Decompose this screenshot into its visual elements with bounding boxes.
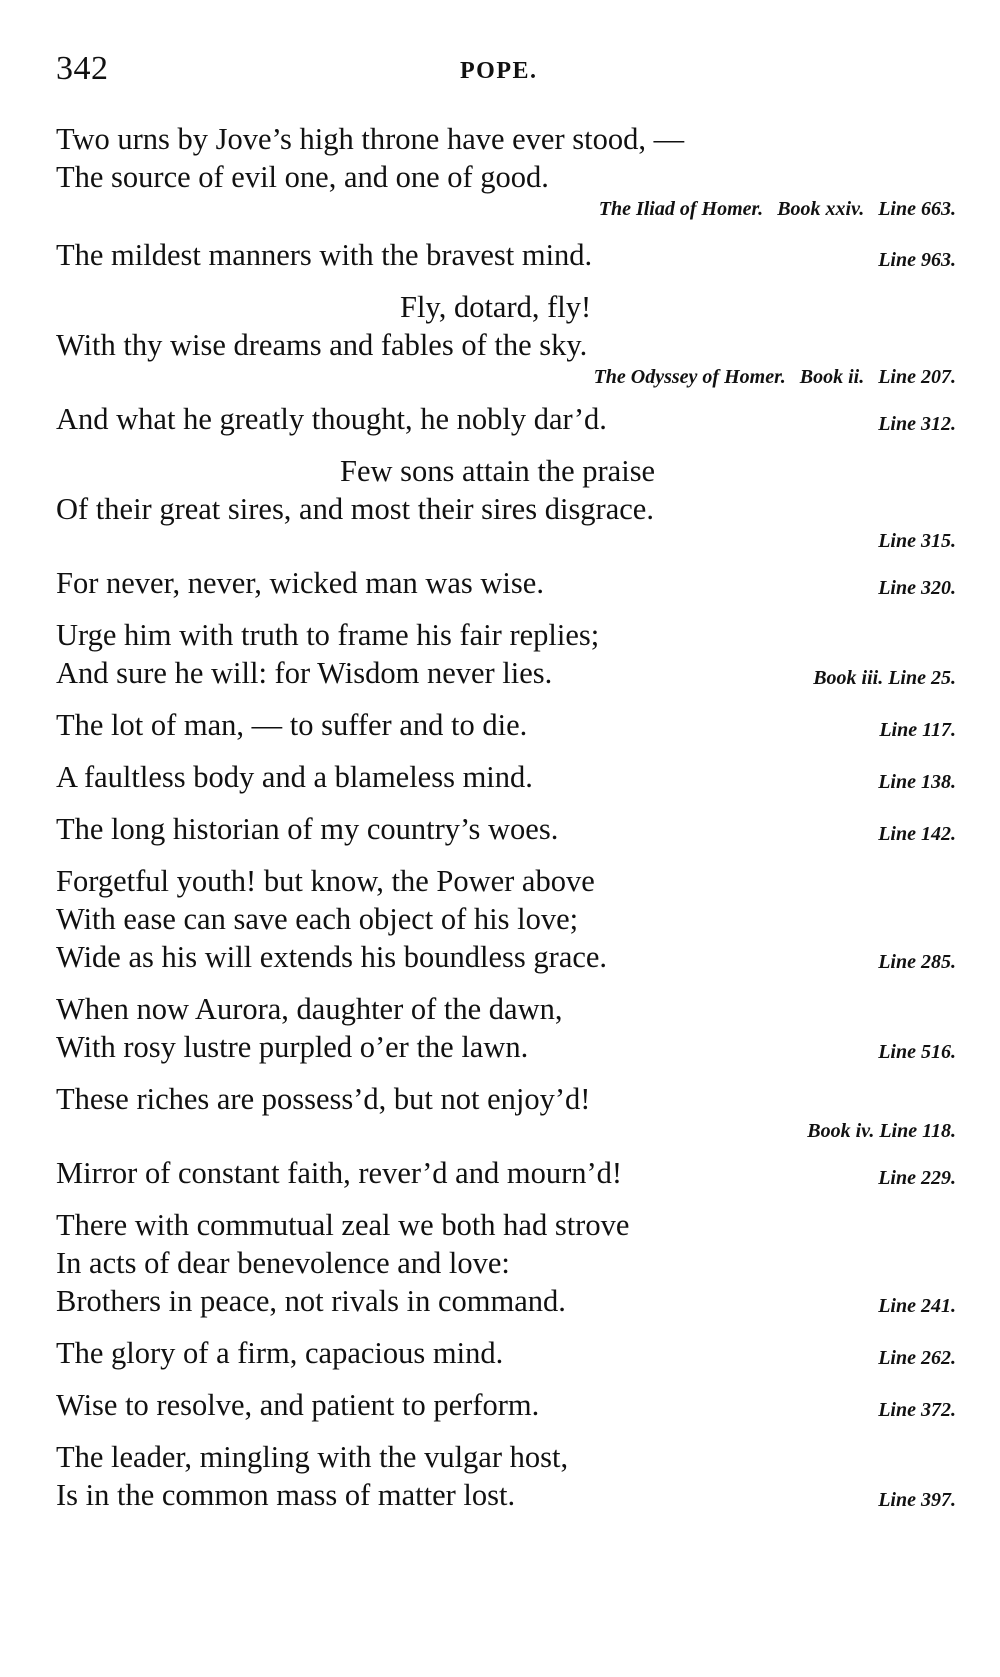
page-header (0, 50, 1000, 100)
quotation (56, 1438, 956, 1514)
quotation (56, 1206, 956, 1320)
quotation (56, 616, 956, 692)
citation-line: Line 285. (878, 951, 956, 973)
citation-line: Line 262. (878, 1347, 956, 1369)
quotation (56, 758, 956, 796)
citation-line: Line 963. (878, 249, 956, 271)
quotation (56, 120, 956, 222)
citation-line: Line 312. (878, 413, 956, 435)
citation-line: Line 118. (879, 1120, 956, 1142)
citation-source: The Iliad of Homer. (598, 198, 764, 220)
verse-line: And sure he will: for Wisdom never lies. (56, 656, 553, 690)
citation-line: Line 397. (878, 1489, 956, 1511)
verse-line: With rosy lustre purpled o’er the lawn. (56, 1030, 529, 1064)
page-number: 342 (56, 50, 109, 87)
quotation (56, 564, 956, 602)
citation-line: Line 229. (878, 1167, 956, 1189)
quotation (56, 990, 956, 1066)
verse-line: The mildest manners with the bravest mind. (56, 238, 593, 272)
citation-line: Line 117. (879, 719, 956, 741)
quotation (56, 810, 956, 848)
verse-line: Two urns by Jove’s high throne have ever stood, — (56, 122, 685, 156)
citation-book: Book xxiv. (777, 198, 865, 220)
citation-line: Line 207. (878, 366, 956, 388)
verse-line: Wise to resolve, and patient to perform. (56, 1388, 540, 1422)
verse-line: When now Aurora, daughter of the dawn, (56, 992, 563, 1026)
citation (56, 196, 956, 222)
quotation (56, 1154, 956, 1192)
citation-line: Line 663. (878, 198, 956, 220)
verse-line: With ease can save each object of his love; (56, 902, 579, 936)
verse-line: Is in the common mass of matter lost. (56, 1478, 516, 1512)
quotation (56, 862, 956, 976)
citation-line: Line 516. (878, 1041, 956, 1063)
verse-line: In acts of dear benevolence and love: (56, 1246, 510, 1280)
citation-line: Line 241. (878, 1295, 956, 1317)
citation-line: Line 372. (878, 1399, 956, 1421)
verse-line: Wide as his will extends his boundless grace. (56, 940, 608, 974)
running-head: POPE. (460, 58, 538, 84)
citation (56, 1118, 956, 1144)
quotation (56, 288, 956, 390)
verse-line: And what he greatly thought, he nobly dar’d. (56, 402, 607, 436)
verse-line: Forgetful youth! but know, the Power above (56, 864, 595, 898)
quotation (56, 706, 956, 744)
quotation (56, 400, 956, 438)
verse-line: The glory of a firm, capacious mind. (56, 1336, 504, 1370)
verse-line: For never, never, wicked man was wise. (56, 566, 544, 600)
citation-book: Book iii. (813, 667, 884, 689)
verse-line: There with commutual zeal we both had strove (56, 1208, 630, 1242)
citation-book: Book iv. (807, 1120, 875, 1142)
quotation (56, 1386, 956, 1424)
citation-line: Line 25. (888, 667, 956, 689)
citation-line: Line 138. (878, 771, 956, 793)
quotation (56, 452, 956, 554)
quotation (56, 1080, 956, 1144)
citation-source: The Odyssey of Homer. (593, 366, 786, 388)
verse-line: Urge him with truth to frame his fair replies; (56, 618, 600, 652)
verse-line: The lot of man, — to suffer and to die. (56, 708, 528, 742)
verse-line: With thy wise dreams and fables of the sky. (56, 328, 588, 362)
citation-book: Book ii. (799, 366, 865, 388)
verse-line: Of their great sires, and most their sires disgrace. (56, 492, 654, 526)
citation-line: Line 320. (878, 577, 956, 599)
verse-line: The leader, mingling with the vulgar host, (56, 1440, 569, 1474)
citation-line: Line 315. (878, 530, 956, 552)
verse-line: The long historian of my country’s woes. (56, 812, 559, 846)
verse-line: Brothers in peace, not rivals in command. (56, 1284, 566, 1318)
verse-line: These riches are possess’d, but not enjoy’d! (56, 1082, 591, 1116)
citation (813, 667, 956, 690)
citation (56, 364, 956, 390)
verse-line: Fly, dotard, fly! (400, 290, 592, 324)
verse-line: Mirror of constant faith, rever’d and mourn’d! (56, 1156, 623, 1190)
verse-line: Few sons attain the praise (340, 454, 656, 488)
citation-line: Line 142. (878, 823, 956, 845)
quotations (56, 120, 956, 1528)
verse-line: A faultless body and a blameless mind. (56, 760, 533, 794)
verse-line: The source of evil one, and one of good. (56, 160, 549, 194)
quotation (56, 236, 956, 274)
quotation (56, 1334, 956, 1372)
